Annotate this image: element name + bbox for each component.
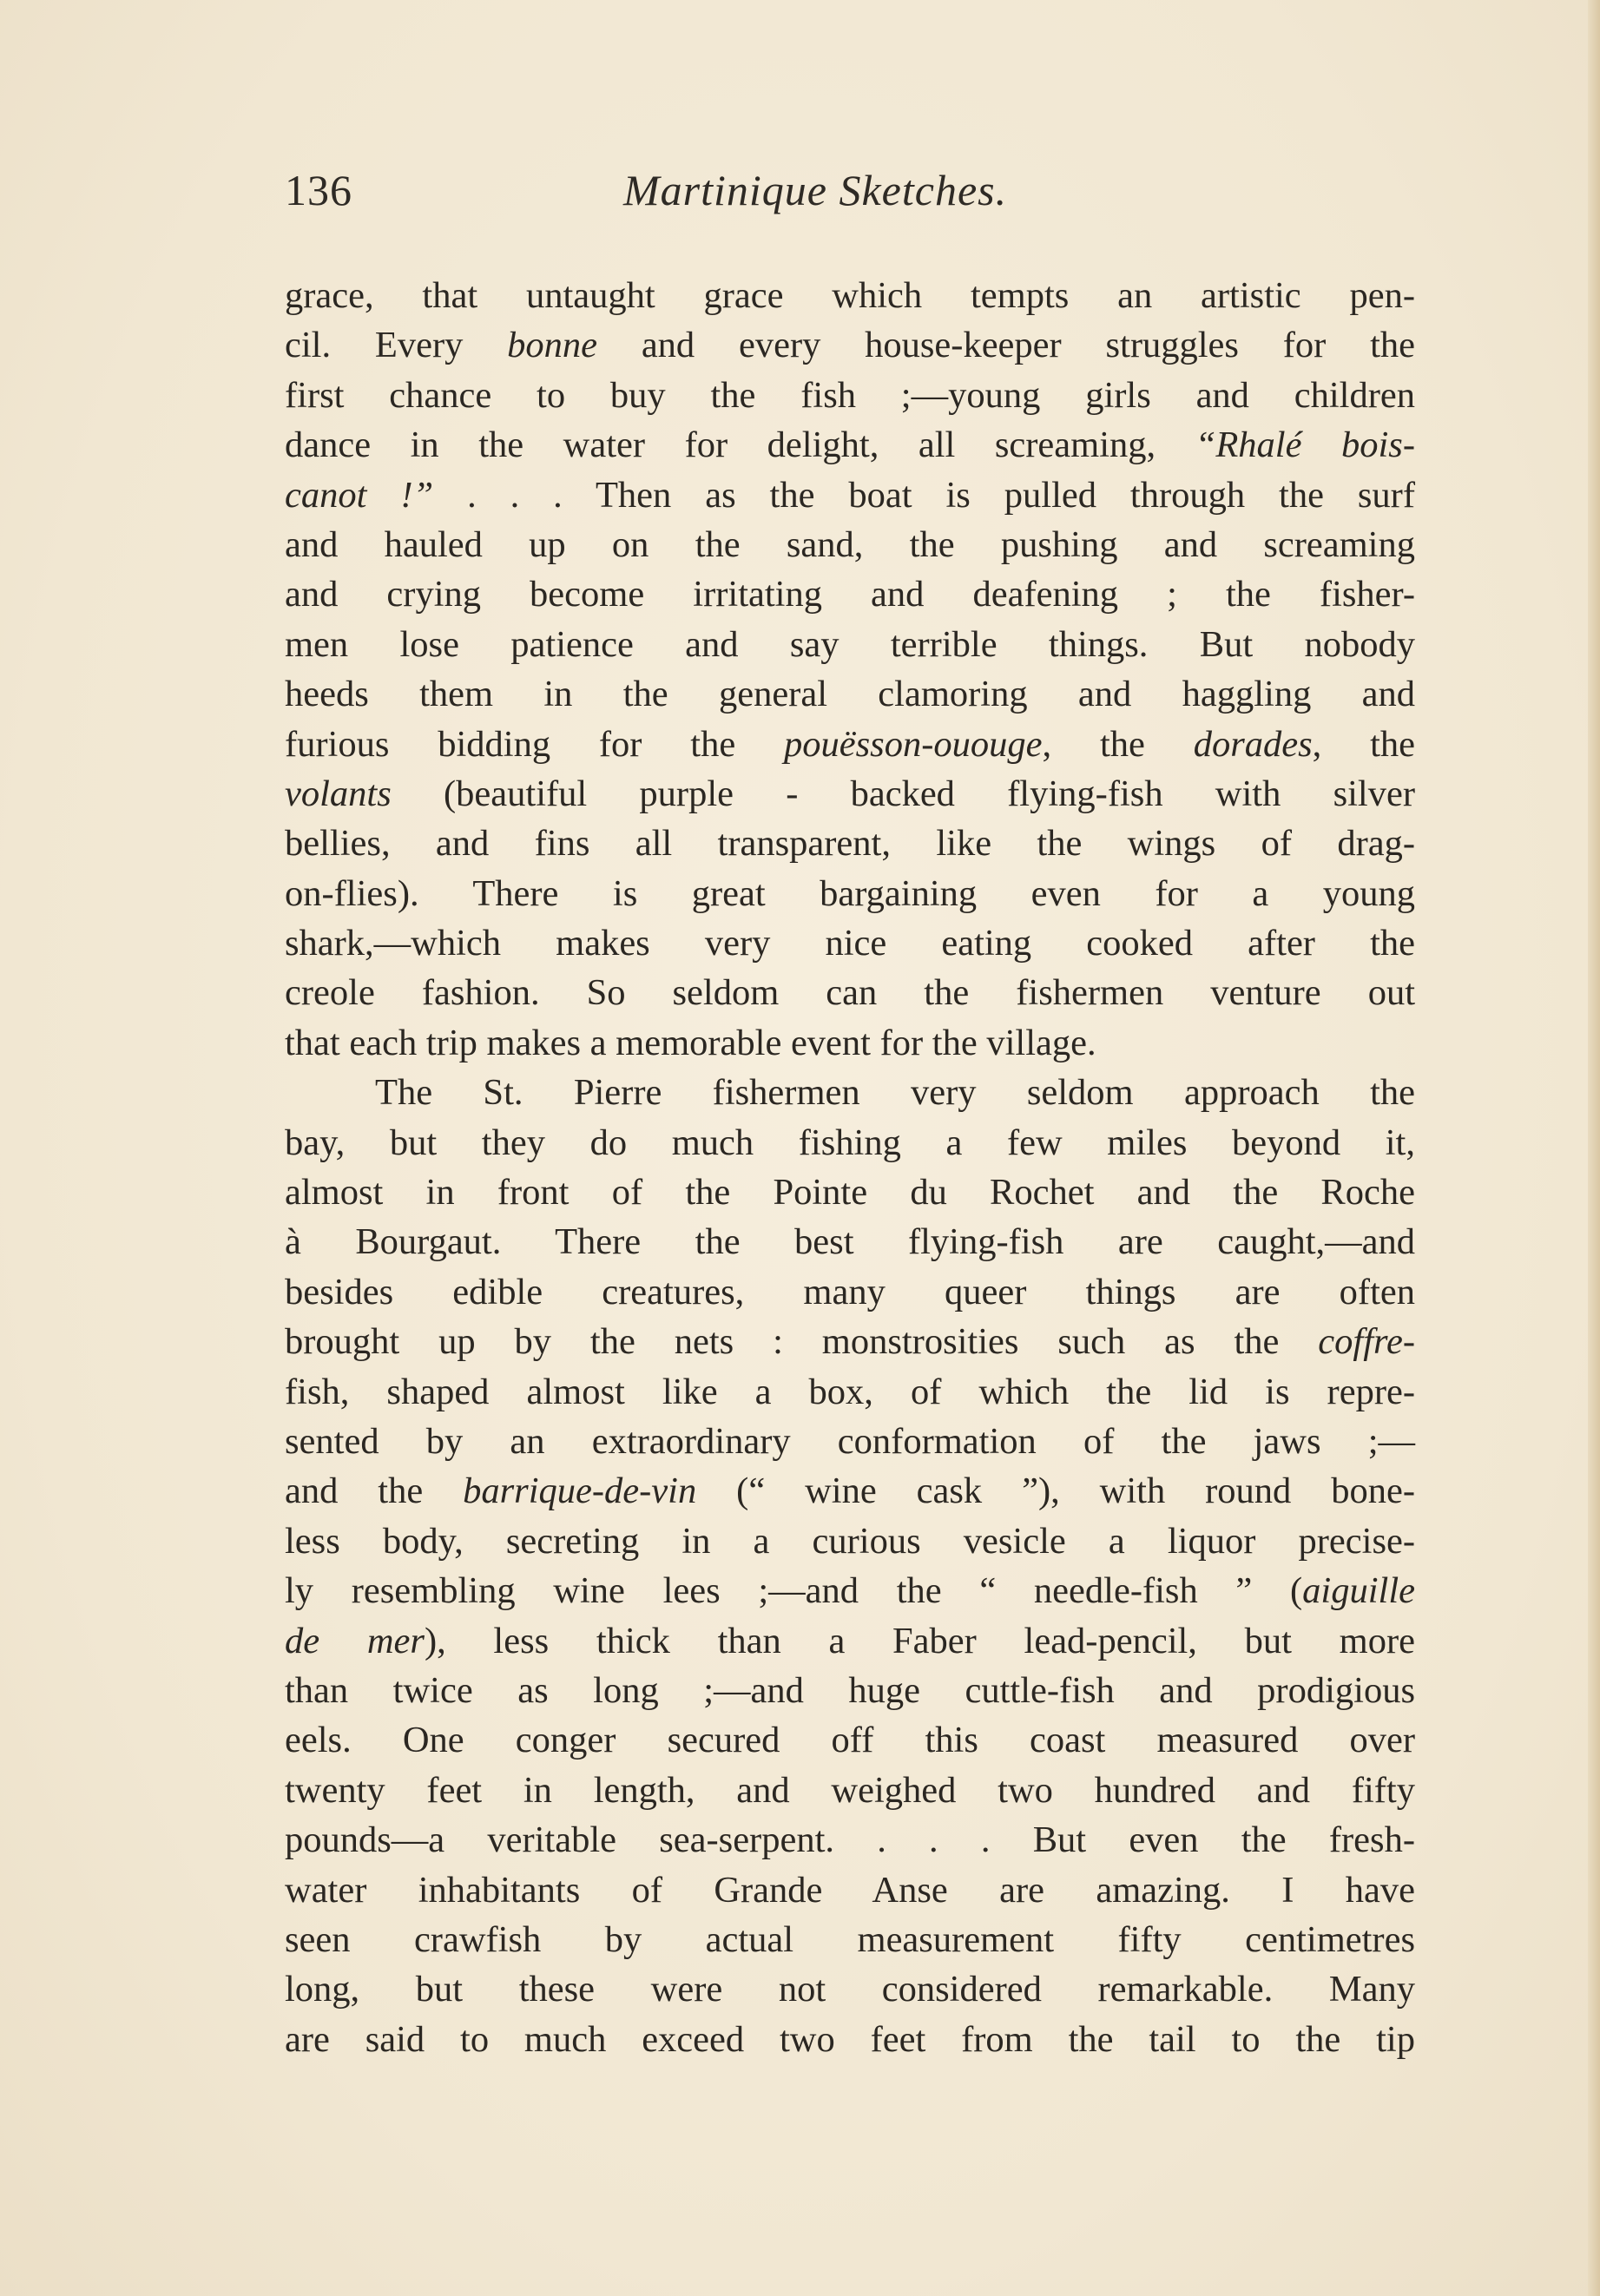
text-segment: grace, that untaught grace which tempts an artistic pen-	[285, 275, 1415, 316]
italic-term: barrique-de-vin	[463, 1470, 697, 1512]
text-segment: , the	[1042, 723, 1194, 765]
text-line	[285, 1217, 1415, 1266]
text-line	[285, 669, 1415, 719]
text-segment: than twice as long ;—and huge cuttle-fish and prodigious	[285, 1669, 1415, 1711]
text-segment: and crying become irritating and deafening ; the fisher-	[285, 574, 1415, 615]
text-line	[285, 520, 1415, 569]
text-segment: à Bourgaut. There the best flying-fish are caught,—and	[285, 1221, 1415, 1263]
text-line	[285, 371, 1415, 420]
text-line	[285, 1715, 1415, 1765]
text-line	[285, 470, 1415, 520]
text-segment: besides edible creatures, many queer things are often	[285, 1271, 1415, 1312]
text-line	[285, 1865, 1415, 1915]
text-segment: are said to much exceed two feet from the tail to the tip	[285, 2018, 1415, 2060]
text-line	[285, 1168, 1415, 1217]
text-segment: furious bidding for the	[285, 723, 785, 765]
italic-term: aiguille	[1302, 1570, 1415, 1612]
text-segment: and every house-keeper struggles for the	[597, 325, 1415, 366]
text-segment: heeds them in the general clamoring and haggling and	[285, 674, 1415, 715]
text-line	[285, 1915, 1415, 1964]
text-segment: brought up by the nets : monstrosities such as the	[285, 1321, 1319, 1363]
text-segment: almost in front of the Pointe du Rochet and the Roche	[285, 1172, 1415, 1214]
italic-term: canot !”	[285, 474, 434, 516]
text-line	[285, 2015, 1415, 2064]
text-segment: eels. One conger secured off this coast measured over	[285, 1720, 1415, 1761]
text-segment: less body, secreting in a curious vesicle a liquor precise-	[285, 1520, 1415, 1562]
text-segment: bay, but they do much fishing a few miles beyond it,	[285, 1122, 1415, 1163]
text-line	[285, 1118, 1415, 1168]
text-segment: first chance to buy the fish ;—young girls and children	[285, 374, 1415, 416]
text-segment: ly resembling wine lees ;—and the “ needle-fish ” (	[285, 1570, 1303, 1612]
text-segment: The St. Pierre fishermen very seldom approach the	[375, 1072, 1415, 1114]
text-line	[285, 1367, 1415, 1417]
text-segment: ), less thick than a Faber lead-pencil, but more	[424, 1620, 1415, 1661]
text-segment: and hauled up on the sand, the pushing and screaming	[285, 523, 1415, 565]
italic-term: volants	[285, 773, 392, 814]
text-line	[285, 1766, 1415, 1815]
text-segment: and the	[285, 1470, 464, 1512]
italic-term: coffre-	[1318, 1321, 1415, 1363]
text-line	[285, 620, 1415, 669]
text-segment: , the	[1312, 723, 1416, 765]
text-line	[285, 1964, 1415, 2014]
text-line	[285, 1018, 1415, 1068]
text-segment: (beautiful purple - backed flying-fish with silver	[391, 773, 1415, 814]
text-line	[285, 720, 1415, 769]
page-header	[285, 165, 1413, 226]
running-title: Martinique Sketches.	[623, 166, 1008, 214]
text-segment: sented by an extraordinary conformation of the jaws ;—	[285, 1420, 1415, 1462]
text-line	[285, 769, 1415, 819]
text-line	[285, 1616, 1415, 1666]
text-segment: twenty feet in length, and weighed two hundred and fifty	[285, 1769, 1415, 1811]
text-line	[285, 819, 1415, 868]
text-segment: . . . Then as the boat is pulled through the surf	[433, 474, 1415, 516]
text-segment: men lose patience and say terrible things. But nobody	[285, 623, 1415, 665]
text-line	[285, 1417, 1415, 1466]
text-segment: pounds—a veritable sea-serpent. . . . But even the fresh-	[285, 1819, 1415, 1861]
text-line	[285, 320, 1415, 370]
text-line	[285, 1317, 1415, 1366]
italic-term: bonne	[507, 325, 598, 366]
text-line	[285, 1466, 1415, 1516]
body-text	[285, 271, 1415, 2064]
text-line	[285, 869, 1415, 918]
text-segment: dance in the water for delight, all screaming,	[285, 424, 1195, 466]
text-segment: cil. Every	[285, 325, 508, 366]
text-segment: (“ wine cask ”), with round bone-	[696, 1470, 1415, 1512]
text-line	[285, 271, 1415, 320]
italic-term: dorades	[1193, 723, 1313, 765]
text-segment: that each trip makes a memorable event for the village.	[285, 1022, 1096, 1063]
text-segment: water inhabitants of Grande Anse are amazing. I have	[285, 1869, 1415, 1911]
text-segment: bellies, and fins all transparent, like the wings of drag-	[285, 823, 1415, 865]
page-number: 136	[285, 166, 352, 214]
text-line	[285, 918, 1415, 968]
text-segment: long, but these were not considered remarkable. Many	[285, 1969, 1415, 2010]
text-segment: seen crawfish by actual measurement fifty centimetres	[285, 1918, 1415, 1960]
text-line	[285, 420, 1415, 470]
italic-term: “Rhalé bois-	[1195, 424, 1415, 466]
text-line	[285, 569, 1415, 619]
text-segment: on-flies). There is great bargaining even for a young	[285, 872, 1415, 914]
text-line	[285, 1068, 1415, 1117]
text-line	[285, 1516, 1415, 1566]
text-line	[285, 1566, 1415, 1615]
page-edge-shadow	[1588, 0, 1600, 2296]
text-line	[285, 1815, 1415, 1865]
text-line	[285, 1666, 1415, 1715]
text-segment: shark,—which makes very nice eating cooked after the	[285, 923, 1415, 964]
italic-term: de mer	[285, 1620, 425, 1661]
italic-term: pouësson-ououge	[784, 723, 1043, 765]
text-segment: creole fashion. So seldom can the fishermen venture out	[285, 972, 1415, 1014]
text-segment: fish, shaped almost like a box, of which the lid is repre-	[285, 1371, 1415, 1412]
text-line	[285, 1267, 1415, 1317]
text-line	[285, 968, 1415, 1017]
